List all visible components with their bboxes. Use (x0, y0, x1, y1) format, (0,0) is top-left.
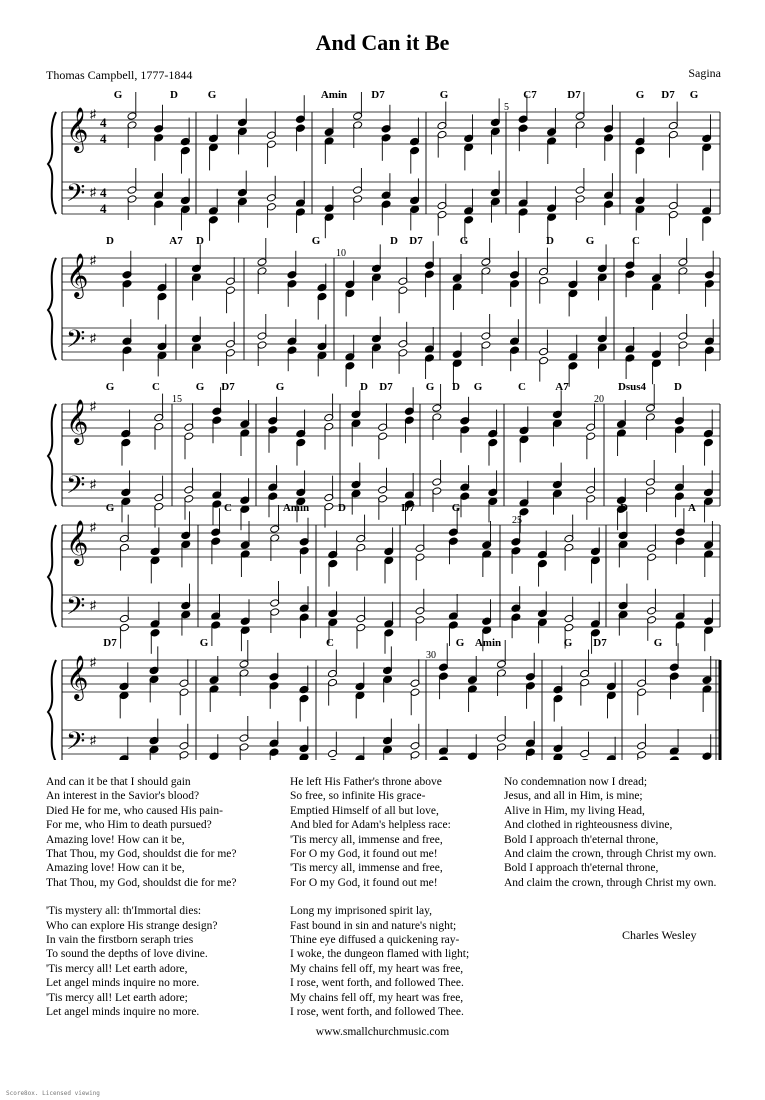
chord-symbol: D (170, 89, 178, 101)
chord-symbol: D7 (409, 235, 423, 247)
chord-symbol: G (195, 381, 205, 393)
time-signature: 4 (100, 185, 107, 200)
lyric-stanza (504, 775, 716, 890)
chord-symbol: Amin (320, 89, 348, 101)
chord-symbol: G (425, 381, 435, 393)
chord-symbol: G (105, 381, 115, 393)
key-sharp: ♯ (90, 331, 96, 345)
key-sharp: ♯ (90, 185, 96, 199)
chord-symbol: D (338, 502, 346, 514)
time-signature: 4 (100, 201, 107, 216)
lyric-line: Fast bound in sin and nature's night; (290, 919, 457, 932)
lyric-line: I rose, went forth, and followed Thee. (290, 1006, 464, 1019)
chord-symbol: G (199, 637, 209, 649)
chord-symbol: G (563, 637, 573, 649)
lyric-line: In vain the firstborn seraph tries (46, 934, 194, 947)
lyric-line: 'Tis mercy all! Let earth adore; (46, 991, 188, 1004)
chord-symbol: Dsus4 (617, 381, 647, 393)
lyric-line: And bled for Adam's helpless race: (290, 819, 451, 832)
chord-symbol: D (452, 381, 460, 393)
lyric-line: An interest in the Savior's blood? (46, 790, 200, 803)
measure-number: 5 (504, 102, 509, 113)
chord-symbol: G (451, 502, 461, 514)
chord-symbol: D (674, 381, 682, 393)
chord-symbol: D (196, 235, 204, 247)
chord-symbol: D7 (567, 89, 581, 101)
lyric-line: I rose, went forth, and followed Thee. (290, 977, 464, 990)
chord-symbol: G (635, 89, 645, 101)
key-sharp: ♯ (90, 477, 96, 491)
page-title: And Can it Be (315, 30, 450, 55)
chord-symbol: D7 (593, 637, 607, 649)
chord-symbol: Amin (474, 637, 502, 649)
bass-clef: 𝄢 (66, 471, 86, 506)
treble-clef: 𝄞 (66, 253, 89, 297)
chord-symbol: G (459, 235, 469, 247)
lyric-line: Thine eye diffused a quickening ray- (290, 934, 460, 947)
measure-number: 30 (426, 650, 436, 661)
chord-symbol: D7 (661, 89, 675, 101)
chord-symbol: A (688, 502, 696, 514)
chord-symbol: G (207, 89, 217, 101)
lyric-line: Died He for me, who caused His pain- (46, 804, 223, 817)
chord-symbol: C (518, 381, 526, 393)
notehead (580, 758, 590, 760)
bass-clef: 𝄢 (66, 325, 86, 360)
lyric-line: Amazing love! How can it be, (46, 833, 185, 846)
lyric-line: Alive in Him, my living Head, (504, 804, 645, 817)
notehead (669, 756, 679, 760)
time-signature: 4 (100, 131, 107, 146)
lyric-line: Let angel minds inquire no more. (46, 977, 200, 990)
tune-name: Sagina (688, 66, 721, 80)
chord-symbol: G (689, 89, 699, 101)
lyric-line: Amazing love! How can it be, (46, 862, 185, 875)
measure-number: 25 (512, 515, 522, 526)
key-sharp: ♯ (90, 598, 96, 612)
chord-symbol: C (632, 235, 640, 247)
lyric-stanza (290, 775, 469, 890)
lyric-line: My chains fell off, my heart was free, (290, 962, 464, 975)
chord-symbol: D (360, 381, 368, 393)
lyric-line: 'Tis mystery all: th'Immortal dies: (46, 905, 202, 918)
treble-clef: 𝄞 (66, 107, 89, 151)
lyric-line: Bold I approach th'eternal throne, (504, 862, 659, 875)
lyric-line: For O my God, it found out me! (290, 848, 438, 861)
key-sharp: ♯ (90, 399, 96, 413)
lyrics-column-1 (46, 775, 236, 1034)
chord-symbol: G (439, 89, 449, 101)
treble-clef: 𝄞 (66, 520, 89, 564)
treble-clef: 𝄞 (66, 655, 89, 699)
chord-symbol: D (106, 235, 114, 247)
lyric-stanza (46, 775, 236, 890)
chord-symbol: D7 (401, 502, 415, 514)
measure-number: 20 (594, 394, 604, 405)
chord-symbol: G (653, 637, 663, 649)
lyrics-column-2 (290, 775, 469, 1034)
lyric-line: Emptied Himself of all but love, (290, 804, 439, 817)
chord-symbol: D7 (371, 89, 385, 101)
bass-clef: 𝄢 (66, 592, 86, 627)
lyric-line: And claim the crown, through Christ my own. (504, 848, 717, 861)
lyric-line: Bold I approach th'eternal throne, (504, 833, 659, 846)
chord-symbol: Amin (282, 502, 310, 514)
notehead (438, 756, 448, 760)
lyric-line: 'Tis mercy all! Let earth adore, (46, 962, 188, 975)
lyric-line: And can it be that I should gain (46, 776, 191, 788)
chord-symbol: D7 (103, 637, 117, 649)
brace (48, 404, 56, 506)
license-note: Score8ox. Licensed viewing (6, 1090, 100, 1097)
lyric-stanza (46, 904, 236, 1019)
key-sharp: ♯ (90, 253, 96, 267)
lyric-line: I woke, the dungeon flamed with light; (290, 948, 470, 961)
brace (48, 660, 56, 760)
lyrics-column-3 (504, 775, 716, 904)
lyric-line: Jesus, and all in Him, is mine; (504, 790, 643, 803)
chord-symbol: G (311, 235, 321, 247)
measure-number: 10 (336, 248, 346, 259)
chord-symbol: C (326, 637, 334, 649)
brace (48, 112, 56, 214)
composer-credit: Thomas Campbell, 1777-1844 (46, 68, 193, 82)
treble-clef: 𝄞 (66, 399, 89, 443)
lyric-line: So free, so infinite His grace- (290, 790, 426, 803)
chord-symbol: D (390, 235, 398, 247)
key-sharp: ♯ (90, 107, 96, 121)
lyric-line: Long my imprisoned spirit lay, (290, 905, 433, 918)
lyricist-credit: Charles Wesley (622, 928, 697, 942)
lyric-line: Let angel minds inquire no more. (46, 1006, 200, 1019)
lyric-line: He left His Father's throne above (290, 776, 442, 788)
chord-symbol: D7 (379, 381, 393, 393)
lyric-line: That Thou, my God, shouldst die for me? (46, 848, 237, 861)
chord-symbol: G (473, 381, 483, 393)
lyric-line: No condemnation now I dread; (504, 776, 648, 788)
bass-clef: 𝄢 (66, 727, 86, 760)
lyric-line: 'Tis mercy all, immense and free, (290, 862, 443, 875)
footer-url: www.smallchurchmusic.com (315, 1026, 450, 1038)
chord-symbol: G (275, 381, 285, 393)
brace (48, 258, 56, 360)
lyric-line: That Thou, my God, shouldst die for me? (46, 876, 237, 889)
chord-symbol: A7 (555, 381, 569, 393)
chord-symbol: A7 (169, 235, 183, 247)
bass-clef: 𝄢 (66, 179, 86, 214)
lyric-line: And clothed in righteousness divine, (504, 819, 673, 832)
chord-symbol: D (546, 235, 554, 247)
lyric-line: Who can explore His strange design? (46, 919, 218, 932)
lyric-line: To sound the depths of love divine. (46, 948, 208, 961)
key-sharp: ♯ (90, 655, 96, 669)
time-signature: 4 (100, 115, 107, 130)
lyric-line: 'Tis mercy all, immense and free, (290, 833, 443, 846)
chord-symbol: C7 (523, 89, 537, 101)
chord-symbol: G (455, 637, 465, 649)
key-sharp: ♯ (90, 520, 96, 534)
chord-symbol: C (224, 502, 232, 514)
chord-symbol: D7 (221, 381, 235, 393)
chord-symbol: C (152, 381, 160, 393)
lyric-line: For O my God, it found out me! (290, 876, 438, 889)
chord-symbol: G (113, 89, 123, 101)
chord-symbol: G (585, 235, 595, 247)
chord-symbol: D (620, 502, 628, 514)
lyric-line: And claim the crown, through Christ my own. (504, 876, 717, 889)
lyric-line: My chains fell off, my heart was free, (290, 991, 464, 1004)
notehead (328, 758, 338, 760)
key-sharp: ♯ (90, 733, 96, 747)
measure-number: 15 (172, 394, 182, 405)
lyric-line: For me, who Him to death pursued? (46, 819, 212, 832)
lyric-stanza (290, 904, 469, 1019)
chord-symbol: G (105, 502, 115, 514)
brace (48, 525, 56, 627)
